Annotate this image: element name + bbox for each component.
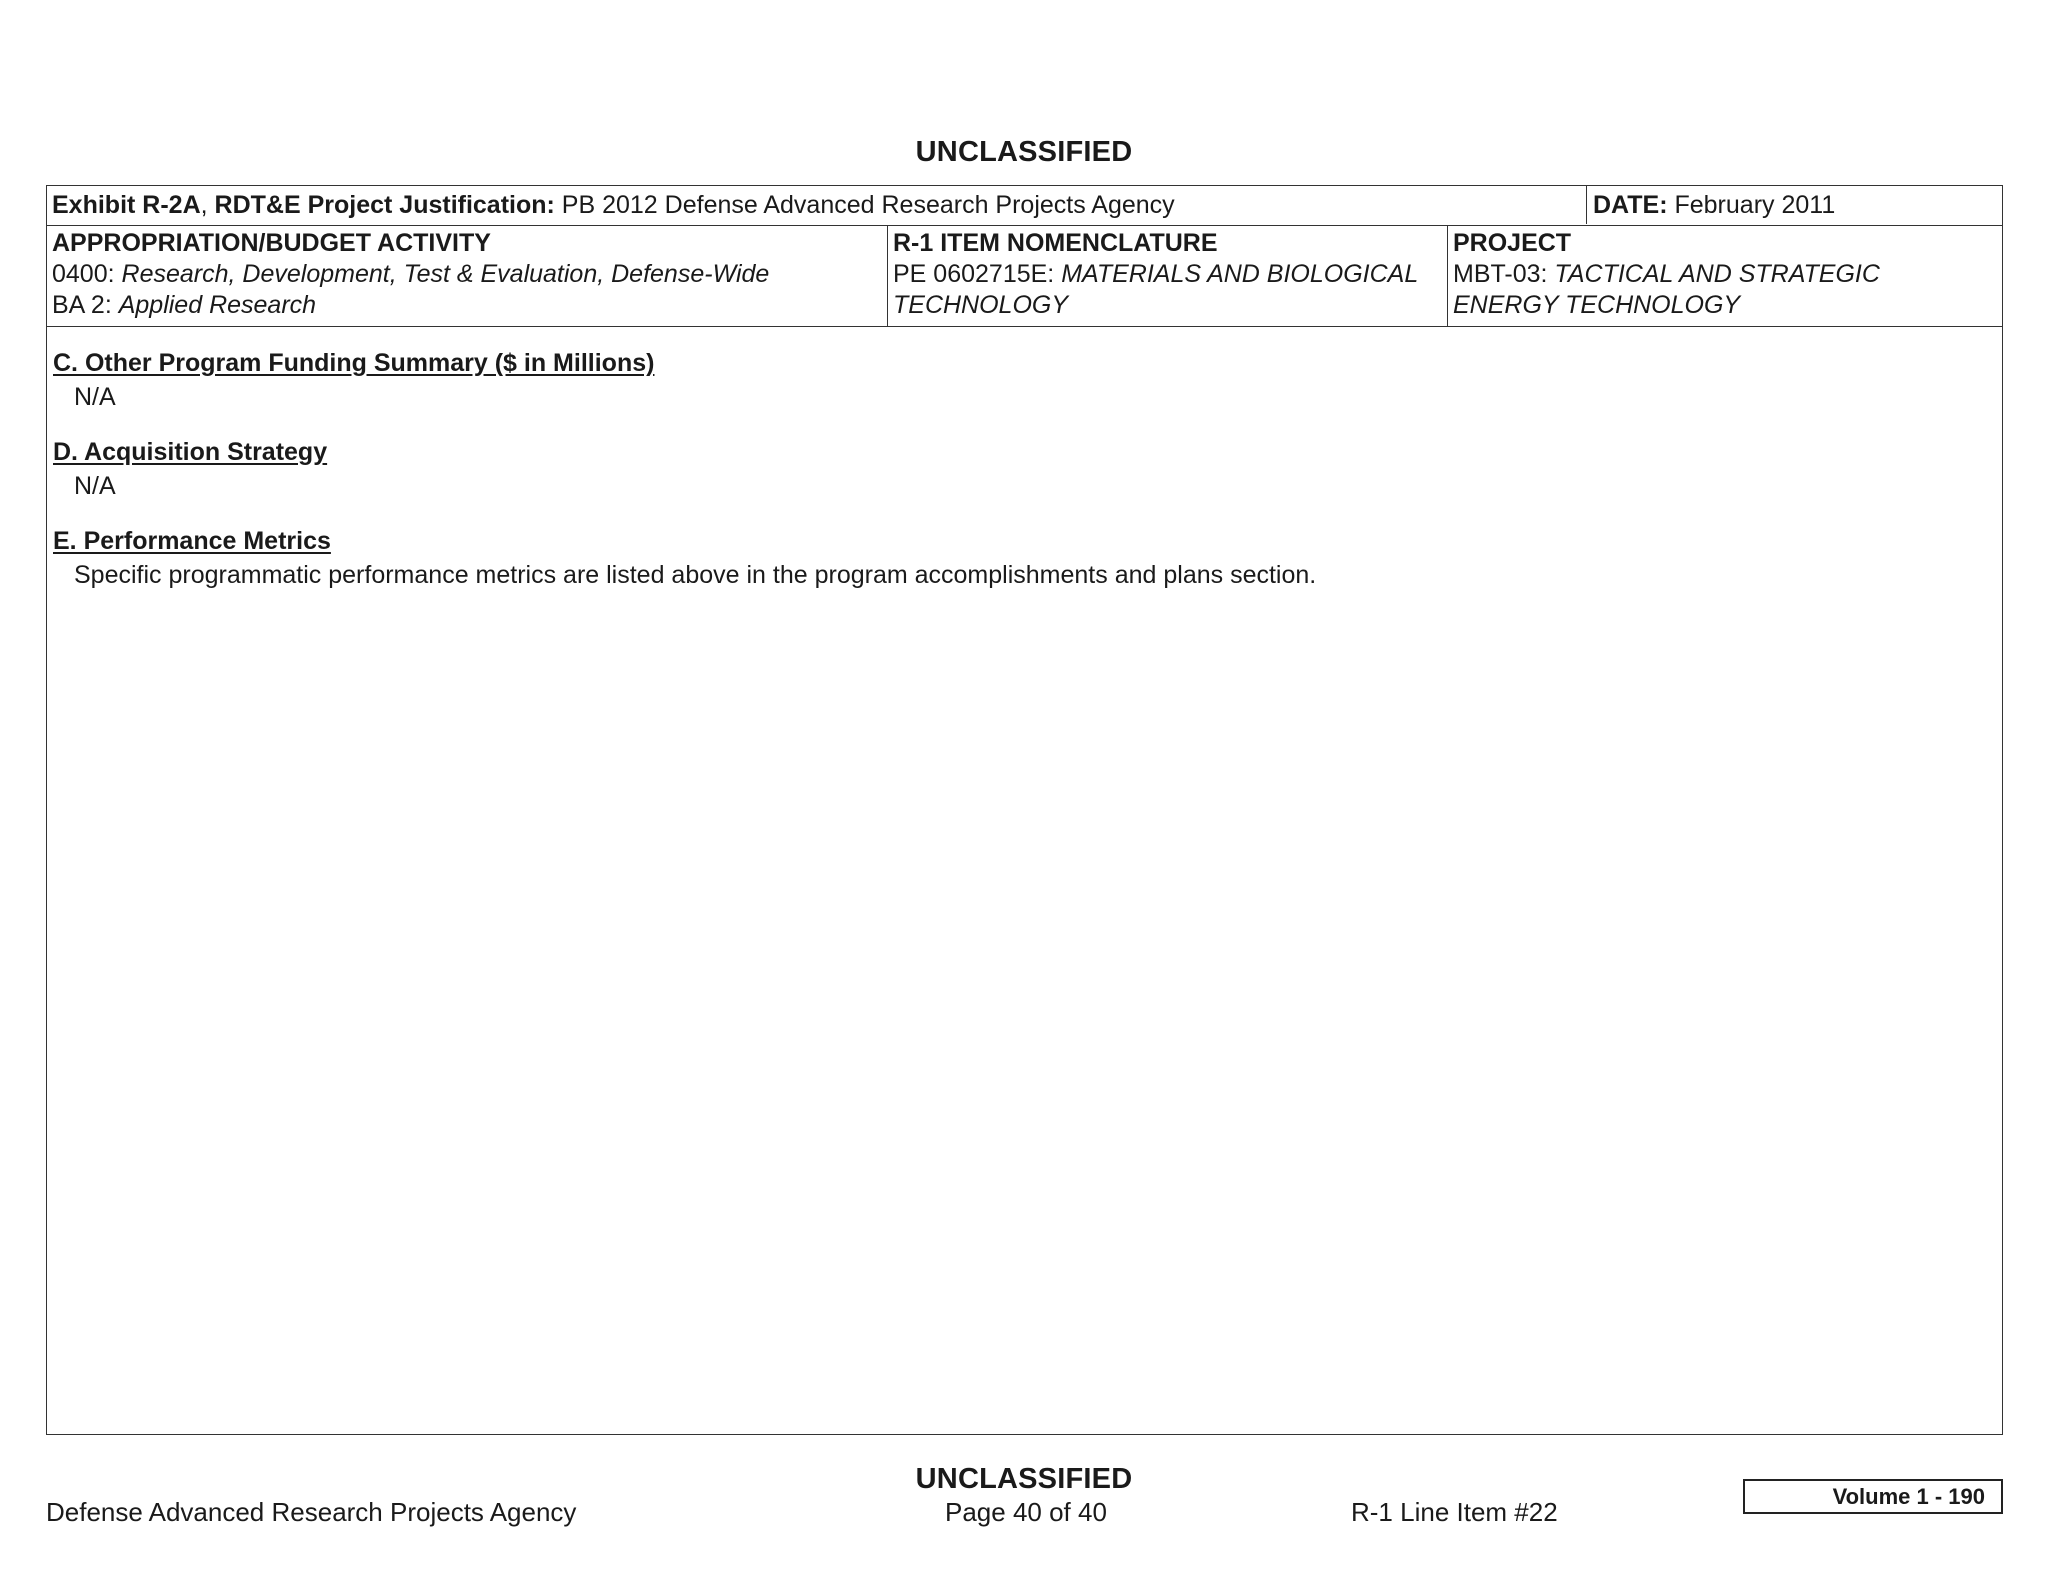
r1-item-line-2: TECHNOLOGY [893, 291, 1069, 319]
appropriation-line-1 [52, 259, 887, 290]
r1-item-label: R-1 ITEM NOMENCLATURE [893, 229, 1218, 257]
appropriation-cell [47, 226, 887, 326]
r1-item-text-1: MATERIALS AND BIOLOGICAL [1061, 260, 1419, 288]
section-d-body: N/A [74, 472, 116, 500]
footer-line-item: R-1 Line Item #22 [1351, 1497, 1558, 1527]
section-other-funding [53, 348, 654, 413]
r1-item-code: PE 0602715E: [893, 260, 1062, 288]
exhibit-separator: , [200, 191, 215, 219]
section-acquisition [53, 437, 327, 502]
project-line-1 [1453, 259, 2003, 290]
project-line-2: ENERGY TECHNOLOGY [1453, 291, 1741, 319]
bottom-classification-banner: UNCLASSIFIED [915, 1463, 1133, 1495]
project-text-1: TACTICAL AND STRATEGIC [1554, 260, 1880, 288]
project-cell [1447, 226, 2003, 326]
appropriation-text-2: Applied Research [118, 291, 317, 319]
r1-item-line-1 [893, 259, 1447, 290]
section-c-title: C. Other Program Funding Summary ($ in Millions) [53, 349, 655, 377]
justification-value: PB 2012 Defense Advanced Research Projects Agency [554, 191, 1175, 219]
footer-page-number: Page 40 of 40 [945, 1497, 1107, 1527]
section-e-title: E. Performance Metrics [53, 527, 331, 555]
top-classification-banner: UNCLASSIFIED [915, 136, 1133, 168]
date-cell [1586, 186, 1835, 224]
r1-item-cell [887, 226, 1447, 326]
volume-box: Volume 1 - 190 [1743, 1479, 2003, 1514]
exhibit-info-row [47, 226, 2002, 327]
justification-label: RDT&E Project Justification: [214, 191, 555, 219]
appropriation-text-1: Research, Development, Test & Evaluation, Defense-Wide [121, 260, 770, 288]
project-label: PROJECT [1453, 229, 1572, 257]
project-code: MBT-03: [1453, 260, 1555, 288]
section-c-body: N/A [74, 383, 116, 411]
exhibit-header-row [47, 186, 2002, 226]
exhibit-title [52, 190, 1175, 221]
section-d-title: D. Acquisition Strategy [53, 438, 328, 466]
appropriation-code-1: 0400: [52, 260, 122, 288]
appropriation-label: APPROPRIATION/BUDGET ACTIVITY [52, 229, 491, 257]
date-label: DATE: [1593, 191, 1668, 219]
footer-agency: Defense Advanced Research Projects Agency [46, 1497, 577, 1527]
section-performance [53, 526, 1316, 591]
appropriation-code-2: BA 2: [52, 291, 119, 319]
section-e-body: Specific programmatic performance metrics are listed above in the program accomplishments and plans section. [74, 561, 1317, 589]
appropriation-line-2 [52, 290, 887, 321]
exhibit-id: Exhibit R-2A [52, 191, 201, 219]
date-value: February 2011 [1667, 191, 1836, 219]
exhibit-frame [46, 185, 2003, 1435]
